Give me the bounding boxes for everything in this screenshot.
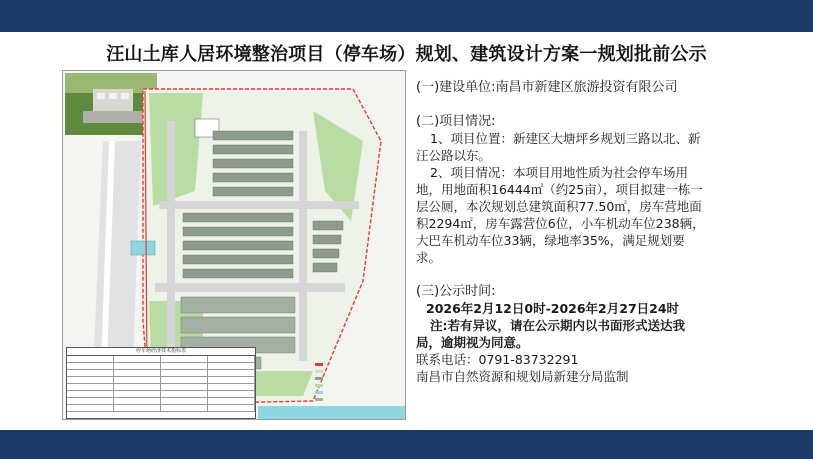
indicator-table [66,347,256,419]
table-row [67,377,255,384]
table-row [67,384,255,391]
table-row [67,356,255,363]
publicity-dates: 2026年2月12日0时-2026年2月27日24时 [426,301,680,316]
indicator-table-title: 停车场经济技术指标表 [67,348,255,356]
contact-phone: 联系电话：0791-83732291 [416,352,579,367]
objection-note: 注:若有异议，请在公示期内以书面形式送达我局，逾期视为同意。 [416,318,685,350]
supervisor-line: 南昌市自然资源和规划局新建分局监制 [416,369,629,384]
table-row [67,391,255,398]
plan-legend [315,361,403,417]
construction-unit: (一)建设单位:南昌市新建区旅游投资有限公司 [416,80,678,95]
notice-text [416,79,708,385]
table-row [67,363,255,370]
table-row [67,398,255,405]
top-banner [0,0,813,32]
site-plan-image [62,70,406,420]
project-location: 1、项目位置：新建区大塘坪乡规划三路以北、新汪公路以东。 [416,131,701,163]
project-status-heading: (二)项目情况: [416,114,496,129]
publicity-time-heading: (三)公示时间: [416,284,496,299]
table-row [67,370,255,377]
table-row [67,405,255,412]
project-details: 2、项目情况：本项目用地性质为社会停车场用地，用地面积16444㎡（约25亩），项目拟建一栋一层公厕，本次规划总建筑面积77.50㎡，房车营地面积2294㎡，房车露营位6位，小车机动车位238辆，大巴车机动车位33辆，绿地率35%，满足规划要求。 [416,165,705,265]
bottom-banner [0,430,813,459]
page-title: 汪山土库人居环境整治项目（停车场）规划、建筑设计方案一规划批前公示 [106,44,707,65]
